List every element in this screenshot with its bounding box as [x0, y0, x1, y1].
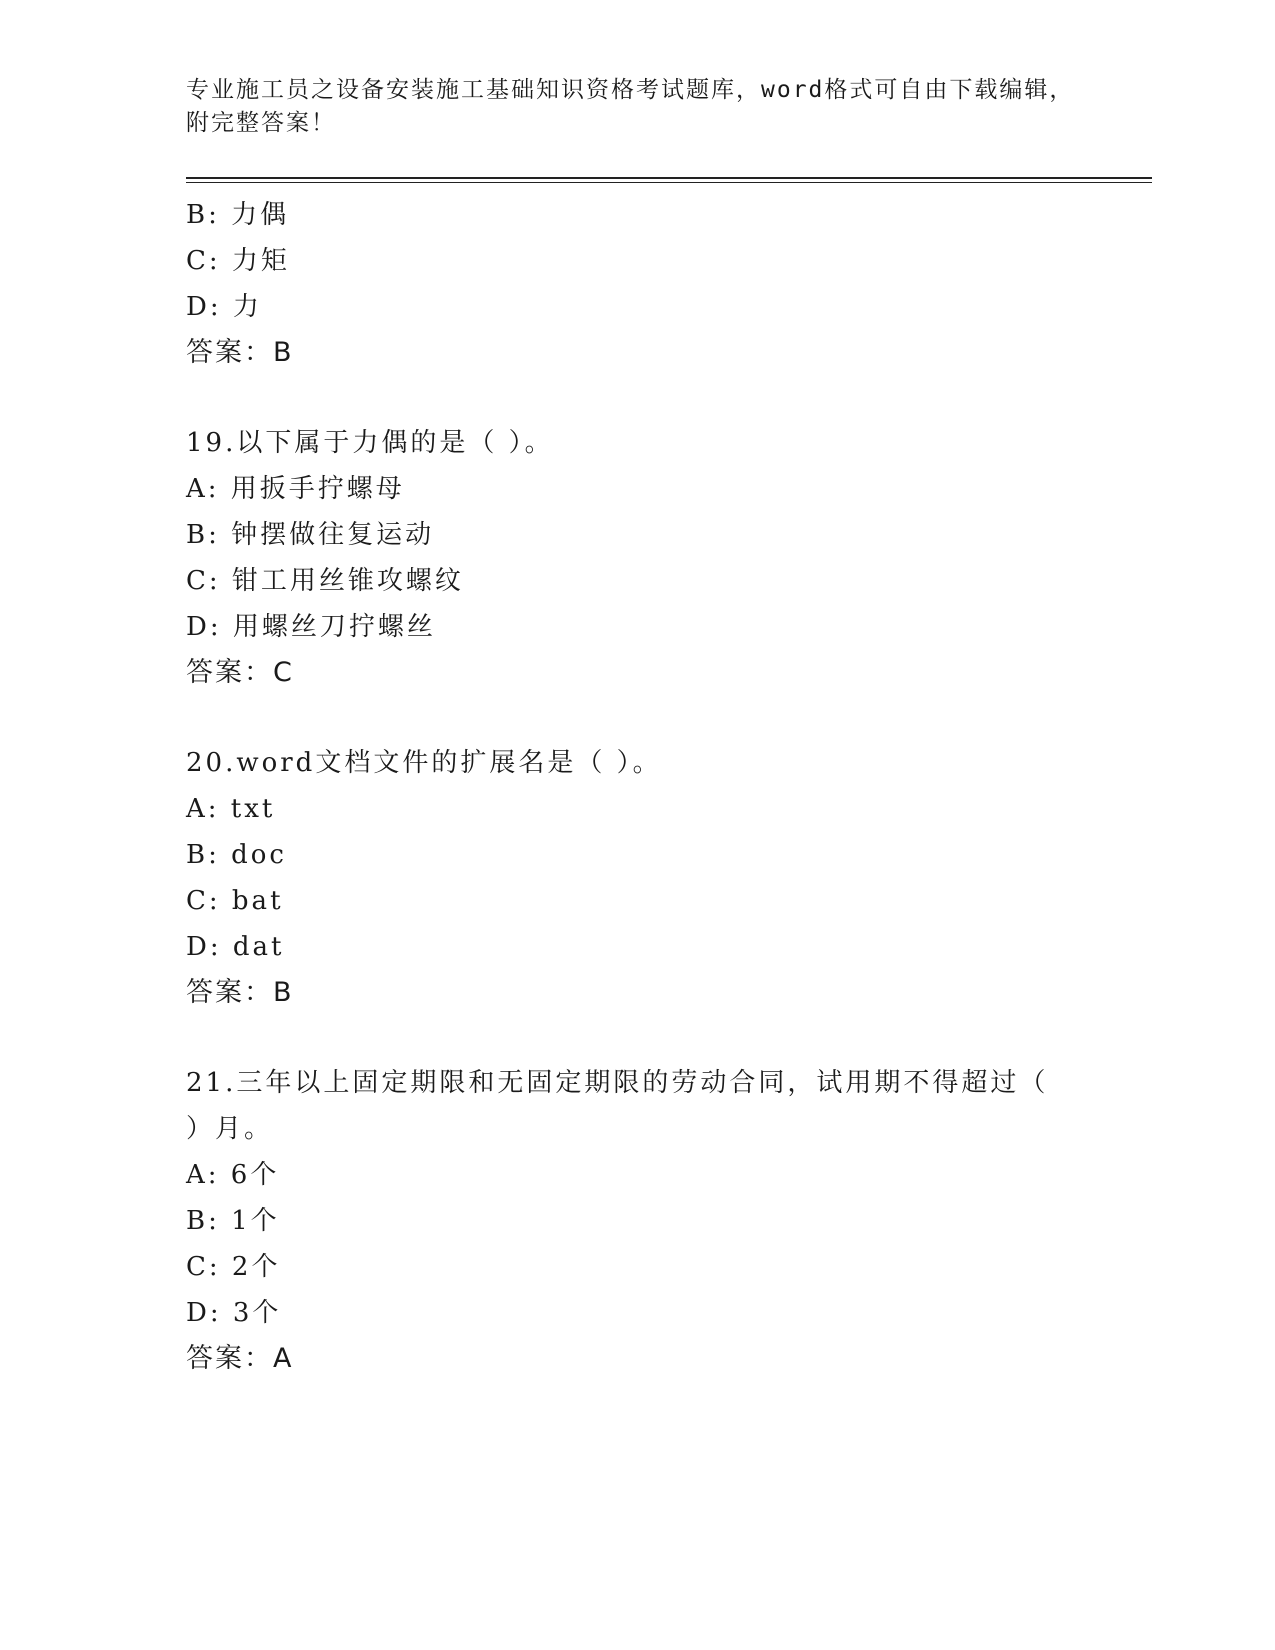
- header-divider-thick: [186, 177, 1152, 179]
- question-text-line-2: ）月。: [186, 1114, 274, 1144]
- answer-label: 答案：A: [186, 1343, 294, 1374]
- option-c: C: 2个: [186, 1252, 281, 1282]
- option-d: D: 力: [186, 292, 262, 322]
- option-d: D: 用螺丝刀拧螺丝: [186, 612, 436, 642]
- spacer: [186, 1016, 1086, 1060]
- option-c: C: 钳工用丝锥攻螺纹: [186, 566, 464, 596]
- option-b: B: 1个: [186, 1206, 280, 1236]
- header-line-2: 附完整答案！: [186, 110, 336, 136]
- question-text: 19.以下属于力偶的是（ ）。: [186, 428, 554, 458]
- option-d: D: dat: [186, 932, 285, 962]
- header-divider-thin: [186, 182, 1152, 183]
- question-19: [186, 420, 1086, 696]
- option-c: C: bat: [186, 886, 284, 916]
- question-list: [186, 192, 1086, 1382]
- question-carryover: [186, 192, 1086, 376]
- question-text-line-1: 21.三年以上固定期限和无固定期限的劳动合同，试用期不得超过（: [186, 1068, 1049, 1098]
- option-a: A: 6个: [186, 1160, 280, 1190]
- option-a: A: txt: [186, 794, 276, 824]
- answer-label: 答案：B: [186, 977, 294, 1008]
- spacer: [186, 696, 1086, 740]
- option-a: A: 用扳手拧螺母: [186, 474, 405, 504]
- question-20: [186, 740, 1086, 1016]
- option-b: B: 力偶: [186, 200, 290, 230]
- answer-label: 答案：C: [186, 657, 294, 688]
- document-header: [186, 74, 1086, 140]
- option-b: B: doc: [186, 840, 287, 870]
- spacer: [186, 376, 1086, 420]
- question-text: 20.word文档文件的扩展名是（ ）。: [186, 748, 662, 778]
- option-b: B: 钟摆做往复运动: [186, 520, 435, 550]
- header-line-1: 专业施工员之设备安装施工基础知识资格考试题库，word格式可自由下载编辑，: [186, 77, 1075, 103]
- option-d: D: 3个: [186, 1298, 282, 1328]
- answer-label: 答案：B: [186, 337, 294, 368]
- question-21: [186, 1060, 1086, 1382]
- option-c: C: 力矩: [186, 246, 290, 276]
